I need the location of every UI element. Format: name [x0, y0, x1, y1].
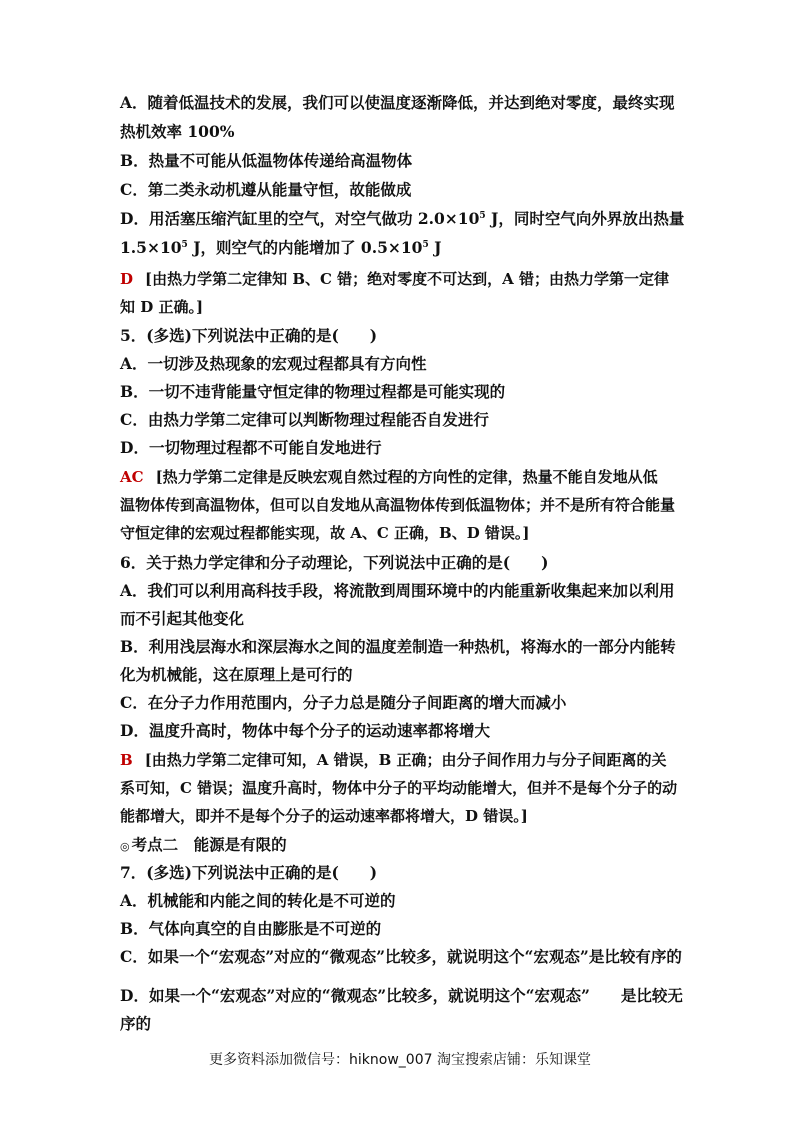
q4-d2-text-c: J	[428, 238, 442, 257]
q6-explanation-line3: 能都增大，即并不是每个分子的运动速率都将增大，D 错误。]	[120, 807, 528, 825]
q4-option-d-line2	[120, 237, 441, 259]
q7-option-b: B．气体向真空的自由膨胀是不可逆的	[120, 919, 382, 938]
q5-explanation-line1	[120, 466, 658, 488]
q6-option-a-line2: 而不引起其他变化	[120, 609, 245, 628]
q4-d2-exp2: 5	[422, 240, 429, 250]
q6-explanation-line1	[120, 749, 667, 771]
q6-option-b-line2: 化为机械能，这在原理上是可行的	[120, 665, 353, 684]
q7-option-d-line1: D．如果一个“宏观态”对应的“微观态”比较多，就说明这个“宏观态” 是比较无	[120, 986, 683, 1005]
q5-explanation-line2: 温物体传到高温物体，但可以自发地从高温物体传到低温物体；并不是所有符合能量	[120, 496, 676, 514]
section-title: 考点二 能源是有限的	[131, 835, 287, 854]
q5-answer: AC	[120, 468, 144, 486]
q4-option-c: C．第二类永动机遵从能量守恒，故能做成	[120, 180, 412, 199]
q5-option-a: A．一切涉及热现象的宏观过程都具有方向性	[120, 354, 427, 373]
q7-stem: 7．(多选)下列说法中正确的是( )	[120, 863, 378, 882]
q4-d1-text-b: J，同时空气向外界放出热量	[485, 209, 685, 228]
q6-answer: B	[120, 751, 133, 769]
q5-option-b: B．一切不违背能量守恒定律的物理过程都是可能实现的	[120, 382, 506, 401]
q4-option-a-line1: A．随着低温技术的发展，我们可以使温度逐渐降低，并达到绝对零度，最终实现	[120, 93, 675, 112]
section-heading	[120, 834, 287, 858]
q4-d2-text-b: J，则空气的内能增加了 0.5×10	[187, 238, 423, 257]
q4-explanation-line1	[120, 268, 669, 290]
q6-option-b-line1: B．利用浅层海水和深层海水之间的温度差制造一种热机，将海水的一部分内能转	[120, 637, 676, 656]
section-marker-icon: ◎	[120, 840, 130, 853]
q4-expl-text1: [由热力学第二定律知 B、C 错；绝对零度不可达到，A 错；由热力学第一定律	[145, 270, 670, 288]
q6-option-d: D．温度升高时，物体中每个分子的运动速率都将增大	[120, 721, 490, 740]
q5-option-d: D．一切物理过程都不可能自发地进行	[120, 438, 382, 457]
q6-option-c: C．在分子力作用范围内，分子力总是随分子间距离的增大而减小	[120, 693, 567, 712]
q4-answer: D	[120, 270, 134, 288]
q7-option-c: C．如果一个“宏观态”对应的“微观态”比较多，就说明这个“宏观态”是比较有序的	[120, 947, 682, 966]
q4-d1-exp: 5	[479, 211, 486, 221]
q5-option-c: C．由热力学第二定律可以判断物理过程能否自发进行	[120, 410, 489, 429]
q4-option-a-line2: 热机效率 100%	[120, 122, 235, 141]
q7-option-d-line2: 序的	[120, 1014, 152, 1033]
q4-d2-text-a: 1.5×10	[120, 238, 182, 257]
q6-option-a-line1: A．我们可以利用高科技手段，将流散到周围环境中的内能重新收集起来加以利用	[120, 581, 675, 600]
q4-d2-exp: 5	[181, 240, 188, 250]
q5-stem: 5．(多选)下列说法中正确的是( )	[120, 326, 378, 345]
q4-option-b: B．热量不可能从低温物体传递给高温物体	[120, 151, 413, 170]
page-footer: 更多资料添加微信号：hiknow_007 淘宝搜索店铺：乐知课堂	[209, 1052, 591, 1068]
q6-stem: 6．关于热力学定律和分子动理论，下列说法中正确的是( )	[120, 553, 549, 572]
q5-expl-text1: [热力学第二定律是反映宏观自然过程的方向性的定律，热量不能自发地从低	[155, 468, 658, 486]
q6-expl-text1: [由热力学第二定律可知，A 错误，B 正确；由分子间作用力与分子间距离的关	[144, 751, 667, 769]
q4-option-d-line1	[120, 208, 684, 230]
q5-explanation-line3: 守恒定律的宏观过程都能实现，故 A、C 正确，B、D 错误。]	[120, 524, 530, 542]
q6-explanation-line2: 系可知，C 错误；温度升高时，物体中分子的平均动能增大，但并不是每个分子的动	[120, 779, 678, 797]
q4-explanation-line2: 知 D 正确。]	[120, 298, 204, 316]
q7-option-a: A．机械能和内能之间的转化是不可逆的	[120, 891, 396, 910]
q4-d1-text-a: D．用活塞压缩汽缸里的空气，对空气做功 2.0×10	[120, 209, 480, 228]
